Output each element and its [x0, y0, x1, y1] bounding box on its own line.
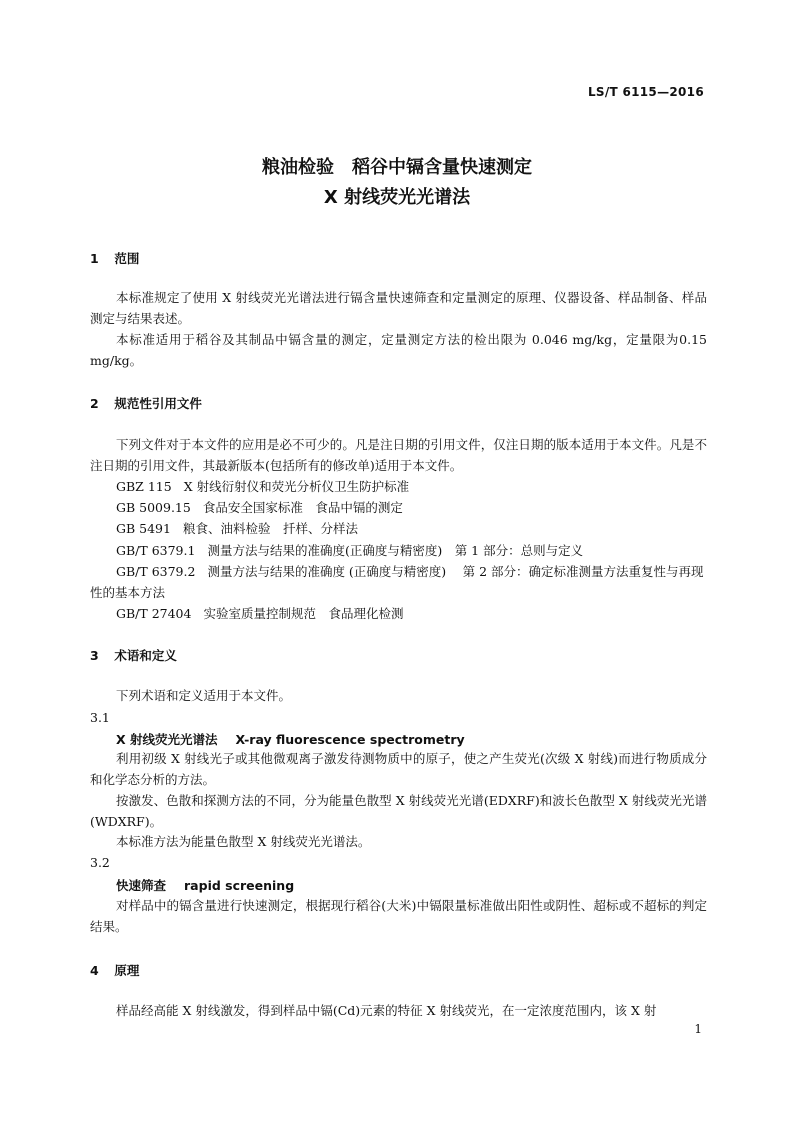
section-title: 范围	[114, 251, 140, 266]
term-note: 按激发、色散和探测方法的不同，分为能量色散型 X 射线荧光光谱(EDXRF)和波长色散型 X 射线荧光光谱(WDXRF)。	[90, 793, 707, 829]
reference-title: 实验室质量控制规范 食品理化检测	[203, 606, 404, 621]
reference-item	[116, 497, 403, 518]
section-title: 原理	[114, 963, 140, 978]
document-title-line2: X 射线荧光光谱法	[323, 187, 471, 208]
term-definition: 对样品中的镉含量进行快速测定，根据现行稻谷(大米)中镉限量标准做出阳性或阴性、超标或不超标的判定结果。	[90, 898, 707, 934]
reference-item	[116, 476, 409, 497]
section-4-heading	[90, 961, 139, 979]
term-number: 3.2	[90, 855, 110, 870]
section-1-heading	[90, 249, 139, 267]
section-title: 术语和定义	[114, 648, 177, 663]
section-1-paragraph-2: 本标准适用于稻谷及其制品中镉含量的测定，定量测定方法的检出限为 0.046 mg/kg，定量限为0.15 mg/kg。	[90, 332, 707, 368]
section-number: 4	[90, 963, 99, 978]
term-chinese: 快速筛查	[116, 878, 167, 893]
reference-title: X 射线衍射仪和荧光分析仪卫生防护标准	[183, 479, 410, 494]
section-title: 规范性引用文件	[114, 396, 202, 411]
term-heading	[116, 876, 294, 894]
term-english: rapid screening	[184, 878, 295, 893]
reference-code: GB 5491	[116, 521, 171, 536]
reference-item	[116, 540, 583, 561]
section-3-paragraph-1: 下列术语和定义适用于本文件。	[116, 688, 292, 703]
reference-item	[116, 518, 358, 539]
section-2-paragraph-1: 下列文件对于本文件的应用是必不可少的。凡是注日期的引用文件，仅注日期的版本适用于本文件。凡是不注日期的引用文件，其最新版本(包括所有的修改单)适用于本文件。	[90, 437, 707, 473]
document-title-line1: 粮油检验 稻谷中镉含量快速测定	[262, 157, 532, 178]
section-1-paragraph-1: 本标准规定了使用 X 射线荧光光谱法进行镉含量快速筛查和定量测定的原理、仪器设备、样品制备、样品测定与结果表述。	[90, 290, 707, 326]
reference-code: GBZ 115	[116, 479, 172, 494]
section-3-heading	[90, 646, 177, 664]
term-note: 本标准方法为能量色散型 X 射线荧光光谱法。	[116, 834, 371, 849]
page-number: 1	[694, 1022, 702, 1036]
reference-title: 食品安全国家标准 食品中镉的测定	[202, 500, 403, 515]
term-number: 3.1	[90, 710, 110, 725]
reference-title: 粮食、油料检验 扦样、分样法	[182, 521, 358, 536]
section-4-paragraph-1: 样品经高能 X 射线激发，得到样品中镉(Cd)元素的特征 X 射线荧光，在一定浓度范围内，该 X 射	[116, 1003, 657, 1018]
section-number: 1	[90, 251, 99, 266]
section-2-heading	[90, 394, 202, 412]
term-definition: 利用初级 X 射线光子或其他微观离子激发待测物质中的原子，使之产生荧光(次级 X 射线)而进行物质成分和化学态分析的方法。	[90, 751, 707, 787]
section-number: 3	[90, 648, 99, 663]
reference-item	[116, 603, 403, 624]
reference-item	[90, 561, 707, 603]
reference-code: GB/T 27404	[116, 606, 192, 621]
reference-code: GB 5009.15	[116, 500, 191, 515]
standard-code: LS/T 6115—2016	[587, 85, 704, 99]
term-chinese: X 射线荧光光谱法	[116, 732, 218, 747]
term-heading	[116, 730, 465, 748]
section-number: 2	[90, 396, 99, 411]
reference-code: GB/T 6379.2	[116, 564, 196, 579]
reference-title: 测量方法与结果的准确度 (正确度与精密度) 第 2 部分：确定标准测量方法重复性与再现性的基本方法	[90, 564, 704, 600]
term-english: X-ray fluorescence spectrometry	[235, 732, 465, 747]
reference-title: 测量方法与结果的准确度(正确度与精密度) 第 1 部分：总则与定义	[207, 543, 584, 558]
reference-code: GB/T 6379.1	[116, 543, 196, 558]
